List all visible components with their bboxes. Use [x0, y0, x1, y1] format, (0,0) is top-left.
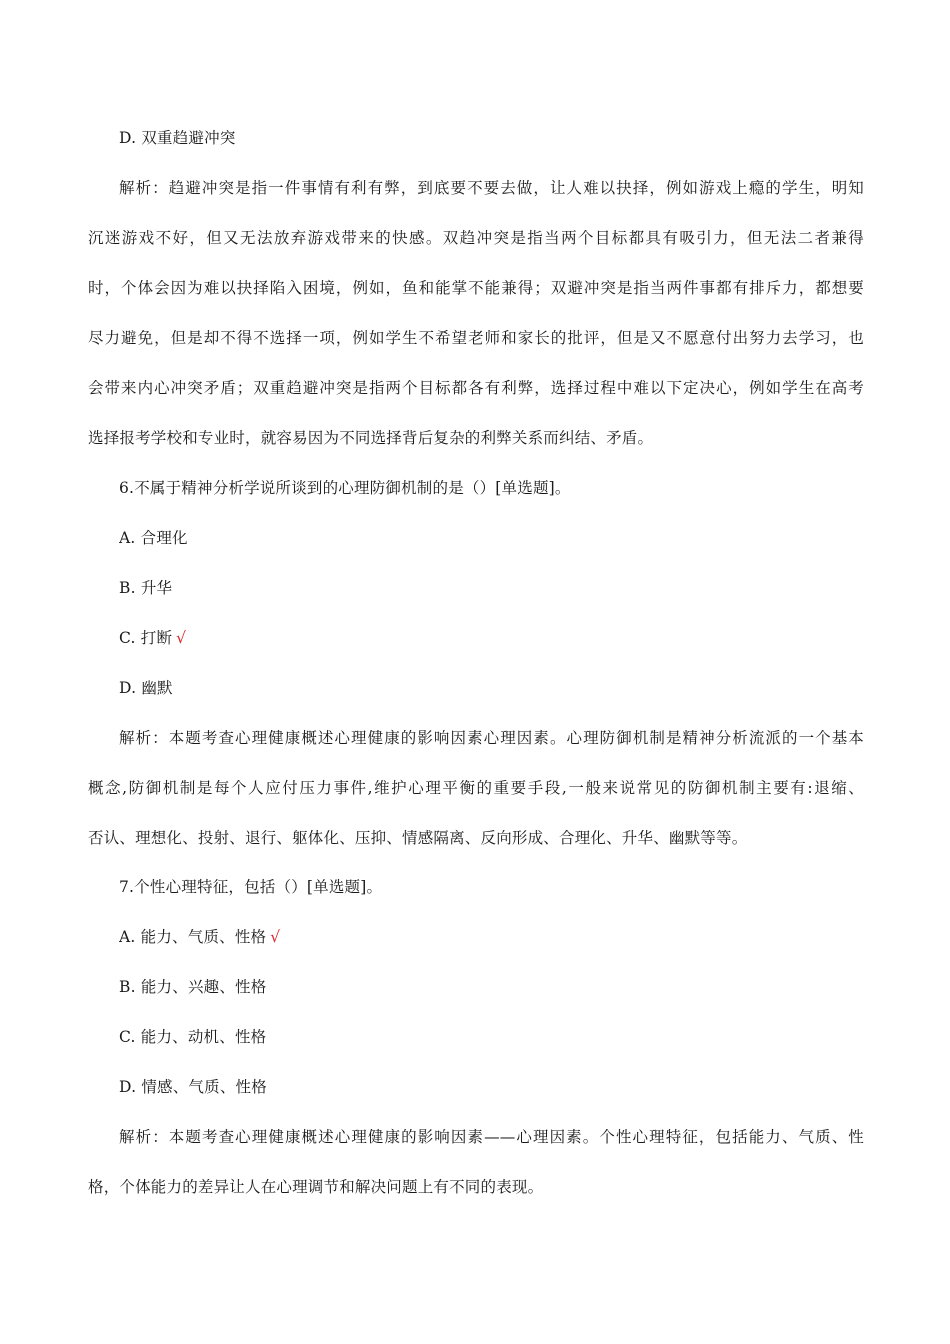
- q6-analysis-line-2: 概念,防御机制是每个人应付压力事件,维护心理平衡的重要手段,一般来说常见的防御机制主要有:退缩、: [88, 779, 864, 797]
- q5-analysis-line-3: 时，个体会因为难以抉择陷入困境，例如，鱼和能掌不能兼得；双避冲突是指当两件事都有排斥力，都想要: [88, 279, 864, 297]
- q6-option-d: D. 幽默: [119, 679, 173, 697]
- q6-option-c-label: C. 打断: [119, 629, 173, 647]
- q6-option-c: [119, 628, 864, 648]
- q5-analysis-line-1: 解析：趋避冲突是指一件事情有利有弊，到底要不要去做，让人难以抉择，例如游戏上瘾的学生，明知: [119, 179, 864, 197]
- q5-analysis-line-2: 沉迷游戏不好，但又无法放弃游戏带来的快感。双趋冲突是指当两个目标都具有吸引力，但无法二者兼得: [88, 229, 864, 247]
- q5-analysis-line-4: 尽力避免，但是却不得不选择一项，例如学生不希望老师和家长的批评，但是又不愿意付出努力去学习，也: [88, 329, 864, 347]
- correct-check-icon: √: [270, 928, 281, 946]
- q6-question: 6.不属于精神分析学说所谈到的心理防御机制的是（）[单选题]。: [119, 479, 571, 497]
- q6-analysis-line-1: 解析：本题考查心理健康概述心理健康的影响因素心理因素。心理防御机制是精神分析流派的一个基本: [119, 729, 864, 747]
- q7-question: 7.个性心理特征，包括（）[单选题]。: [119, 878, 383, 896]
- q6-analysis-line-3: 否认、理想化、投射、退行、躯体化、压抑、情感隔离、反向形成、合理化、升华、幽默等等。: [88, 829, 748, 847]
- q7-option-d: D. 情感、气质、性格: [119, 1078, 267, 1096]
- q6-option-b: B. 升华: [119, 579, 173, 597]
- q7-option-b: B. 能力、兴趣、性格: [119, 978, 267, 996]
- q6-option-a: A. 合理化: [119, 529, 188, 547]
- q5-option-d: D. 双重趋避冲突: [119, 129, 236, 147]
- q7-option-a-label: A. 能力、气质、性格: [119, 928, 267, 946]
- q5-analysis-line-5: 会带来内心冲突矛盾；双重趋避冲突是指两个目标都各有利弊，选择过程中难以下定决心，例如学生在高考: [88, 379, 864, 397]
- correct-check-icon: √: [176, 629, 187, 647]
- q7-option-c: C. 能力、动机、性格: [119, 1028, 267, 1046]
- q7-analysis-line-1: 解析：本题考查心理健康概述心理健康的影响因素——心理因素。个性心理特征，包括能力、气质、性: [119, 1128, 864, 1146]
- q7-option-a: [119, 927, 864, 947]
- q7-analysis-line-2: 格，个体能力的差异让人在心理调节和解决问题上有不同的表现。: [88, 1178, 544, 1196]
- q5-analysis-line-6: 选择报考学校和专业时，就容易因为不同选择背后复杂的利弊关系而纠结、矛盾。: [88, 429, 654, 447]
